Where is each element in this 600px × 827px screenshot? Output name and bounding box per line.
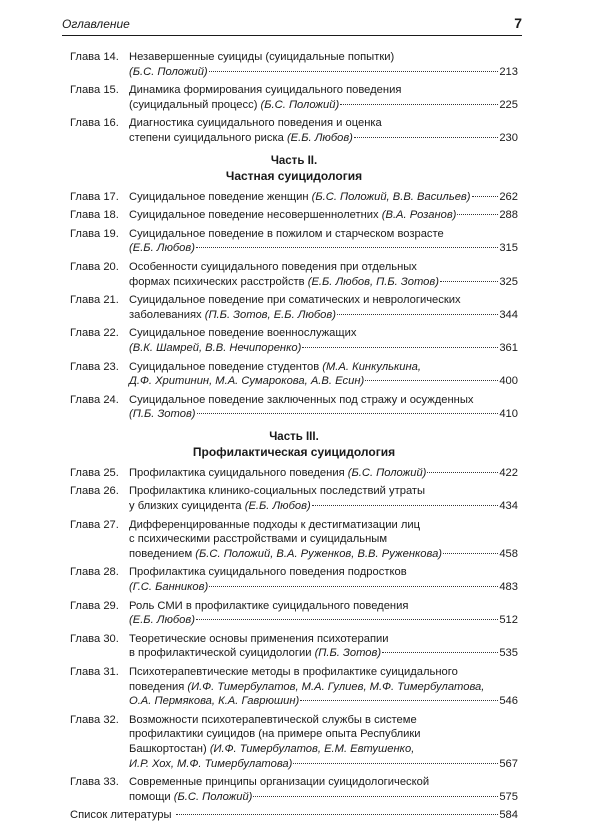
dot-leader: [354, 137, 498, 138]
dot-leader: [427, 472, 498, 473]
entry-line: [129, 393, 518, 408]
entry-page: 483: [499, 581, 518, 594]
entry-page: 546: [499, 695, 518, 708]
entry-line: [129, 260, 518, 275]
entry-line: [129, 326, 518, 341]
entry-page: 567: [499, 757, 518, 770]
entry-text: Особенности суицидального поведения при отдельных: [129, 260, 417, 273]
author-names: (М.А. Кинкулькина,: [322, 360, 422, 373]
entry-line: [129, 599, 518, 614]
entry-text: помощи (Б.С. Положий): [129, 790, 253, 803]
entry-text: Диагностика суицидального поведения и оценка: [129, 117, 382, 130]
toc-entry: [70, 393, 518, 422]
entry-text: заболеваниях (П.Б. Зотов, Е.Б. Любов): [129, 308, 336, 321]
entry-line: [129, 680, 518, 695]
entry-page: 213: [499, 65, 518, 78]
entry-page: 410: [499, 408, 518, 421]
entry-text: [129, 241, 195, 256]
entry-page: 422: [499, 466, 518, 479]
entry-line: [129, 713, 518, 728]
entry-body: [129, 466, 518, 481]
entry-page: 262: [499, 190, 518, 203]
author-names: (И.Ф. Тимербулатов, Е.М. Евтушенко,: [209, 742, 415, 755]
chapter-label: Глава 22.: [70, 327, 119, 340]
entry-line: [129, 227, 518, 242]
entry-body: [129, 83, 518, 112]
entry-line: [129, 83, 518, 98]
entry-body: [129, 599, 518, 628]
entry-text: Суицидальное поведение военнослужащих: [129, 327, 357, 340]
entry-line: [129, 646, 518, 661]
running-header: [62, 17, 522, 41]
dot-leader: [176, 814, 499, 815]
entry-line: [129, 308, 518, 323]
entry-line: [129, 116, 518, 131]
entry-text: Суицидальное поведение женщин (Б.С. Положий, В.В. Васильев): [129, 190, 471, 203]
entry-body: [129, 565, 518, 594]
entry-line: [129, 208, 518, 223]
chapter-label: Глава 29.: [70, 599, 119, 612]
chapter-label: Глава 30.: [70, 632, 119, 645]
entry-line: [129, 484, 518, 499]
toc-entry: [70, 599, 518, 628]
toc-entry: [70, 83, 518, 112]
dot-leader: [457, 214, 498, 215]
toc-entry: [70, 227, 518, 256]
toc-entry: [70, 293, 518, 322]
part-number: Часть II.: [270, 154, 318, 167]
entry-line: [129, 532, 518, 547]
part-title: Профилактическая суицидология: [192, 444, 396, 459]
entry-line: [129, 613, 518, 628]
toc-entry: [70, 565, 518, 594]
dot-leader: [196, 619, 498, 620]
dot-leader: [196, 247, 498, 248]
entry-body: [129, 775, 518, 804]
entry-line: [129, 665, 518, 680]
toc-entry: [70, 632, 518, 661]
entry-body: [129, 227, 518, 256]
entry-page: 315: [499, 242, 518, 255]
dot-leader: [197, 413, 499, 414]
entry-text: Современные принципы организации суицидологической: [129, 776, 430, 789]
author-names: (Е.Б. Любов): [129, 614, 195, 627]
toc-entry: [70, 260, 518, 289]
dot-leader: [440, 281, 498, 282]
toc-entry: [70, 466, 518, 481]
author-names: Д.Ф. Хритинин, М.А. Сумарокова, А.В. Есин): [129, 375, 365, 388]
author-names: (Е.Б. Любов): [244, 500, 311, 513]
entry-line: [129, 50, 518, 65]
entry-page: 361: [499, 341, 518, 354]
toc-entry: [70, 326, 518, 355]
author-names: (П.Б. Зотов): [129, 408, 196, 421]
chapter-label: Глава 18.: [70, 209, 119, 222]
author-names: (Б.С. Положий): [347, 466, 427, 479]
dot-leader: [300, 700, 498, 701]
toc-entry: [70, 518, 518, 562]
chapter-label: Глава 27.: [70, 518, 119, 531]
entry-text: [129, 757, 292, 772]
entry-text: Теоретические основы применения психотерапии: [129, 632, 389, 645]
entry-line: [129, 565, 518, 580]
author-names: (Б.С. Положий): [173, 790, 253, 803]
entry-text: Дифференцированные подходы к дестигматизации лиц: [129, 518, 421, 531]
entry-text: Суицидальное поведение заключенных под стражу и осужденных: [129, 393, 474, 406]
author-names: (Г.С. Банников): [129, 581, 209, 594]
toc-entry: [70, 713, 518, 771]
entry-page: 230: [499, 131, 518, 144]
entry-line: [129, 293, 518, 308]
entry-line: [175, 808, 518, 823]
entry-page: 225: [499, 98, 518, 111]
author-names: (Б.С. Положий): [260, 98, 340, 111]
toc-entry: [70, 775, 518, 804]
dot-leader: [209, 586, 498, 587]
chapter-label: Глава 32.: [70, 713, 119, 726]
entry-label: Список литературы: [70, 809, 172, 822]
entry-text: Профилактика суицидального поведения (Б.С. Положий): [129, 466, 427, 479]
dot-leader: [293, 763, 498, 764]
author-names: (Е.Б. Любов): [129, 242, 195, 255]
entry-page: 344: [499, 308, 518, 321]
entry-text: [129, 407, 196, 422]
entry-body: [175, 808, 518, 823]
entry-line: [129, 131, 518, 146]
entry-text: Суицидальное поведение студентов (М.А. Кинкулькина,: [129, 360, 422, 373]
entry-text: Суицидальное поведение при соматических и неврологических: [129, 294, 461, 307]
author-names: (Б.С. Положий): [129, 65, 208, 78]
entry-line: [129, 190, 518, 205]
toc-entry: [70, 190, 518, 205]
entry-text: [129, 65, 208, 80]
dot-leader: [312, 505, 499, 506]
entry-text: Суицидальное поведение несовершеннолетних (В.А. Розанов): [129, 209, 457, 222]
entry-text: (суицидальный процесс) (Б.С. Положий): [129, 98, 340, 111]
entry-line: [129, 374, 518, 389]
dot-leader: [365, 380, 498, 381]
dot-leader: [337, 314, 498, 315]
chapter-label: Глава 33.: [70, 776, 119, 789]
entry-line: [129, 694, 518, 709]
entry-page: 535: [499, 647, 518, 660]
chapter-label: Глава 16.: [70, 117, 119, 130]
author-names: О.А. Пермякова, К.А. Гаврюшин): [129, 695, 300, 708]
author-names: (Е.Б. Любов): [286, 131, 353, 144]
table-of-contents: [70, 50, 518, 827]
entry-body: [129, 50, 518, 79]
entry-line: [129, 466, 518, 481]
entry-text: с психическими расстройствами и суицидальным: [129, 533, 388, 546]
entry-text: [129, 374, 364, 389]
entry-page: 512: [499, 614, 518, 627]
entry-line: [129, 727, 518, 742]
entry-text: Психотерапевтические методы в профилактике суицидального: [129, 666, 458, 678]
entry-line: [129, 632, 518, 647]
entry-body: [129, 326, 518, 355]
entry-text: поведения (И.Ф. Тимербулатов, М.А. Гулиев, М.Ф. Тимербулатова,: [129, 680, 485, 693]
entry-text: Незавершенные суициды (суицидальные попытки): [129, 51, 395, 63]
author-names: (П.Б. Зотов): [314, 647, 382, 660]
entry-text: Башкортостан) (И.Ф. Тимербулатов, Е.М. Евтушенко,: [129, 742, 415, 755]
entry-body: [129, 360, 518, 389]
author-names: (П.Б. Зотов, Е.Б. Любов): [204, 308, 336, 321]
toc-entry: [70, 665, 518, 709]
entry-text: в профилактической суицидологии (П.Б. Зотов): [129, 647, 382, 660]
chapter-label: Глава 28.: [70, 566, 119, 579]
toc-entry-bibliography: [70, 808, 518, 823]
entry-line: [129, 65, 518, 80]
entry-line: [129, 241, 518, 256]
toc-entry: [70, 208, 518, 223]
author-names: (И.Ф. Тимербулатов, М.А. Гулиев, М.Ф. Тимербулатова,: [187, 680, 485, 693]
entry-text: Роль СМИ в профилактике суицидального поведения: [129, 599, 409, 612]
entry-text: Профилактика суицидального поведения подростков: [129, 566, 407, 579]
entry-page: 458: [499, 547, 518, 560]
dot-leader: [209, 71, 499, 72]
entry-line: [129, 341, 518, 356]
entry-text: [129, 694, 299, 709]
dot-leader: [382, 652, 498, 653]
entry-text: поведением (Б.С. Положий, В.А. Руженков, В.В. Руженкова): [129, 547, 443, 560]
author-names: (В.А. Розанов): [381, 209, 457, 222]
entry-page: 325: [499, 275, 518, 288]
toc-entry: [70, 50, 518, 79]
dot-leader: [340, 104, 498, 105]
entry-line: [129, 757, 518, 772]
dot-leader: [443, 553, 498, 554]
entry-body: [129, 190, 518, 205]
chapter-label: Глава 23.: [70, 360, 119, 373]
entry-text: у близких суицидента (Е.Б. Любов): [129, 500, 311, 513]
dot-leader: [472, 196, 499, 197]
chapter-label: Глава 26.: [70, 485, 119, 498]
entry-text: [129, 341, 301, 356]
entry-text: Профилактика клинико-социальных последствий утраты: [129, 485, 426, 498]
chapter-label: Глава 31.: [70, 666, 119, 678]
entry-line: [129, 499, 518, 514]
part-heading: [70, 430, 518, 460]
entry-text: профилактики суицидов (на примере опыта Республики: [129, 728, 421, 741]
chapter-label: Глава 14.: [70, 51, 119, 63]
entry-line: [129, 360, 518, 375]
entry-line: [129, 98, 518, 113]
chapter-label: Глава 15.: [70, 84, 119, 97]
chapter-label: Глава 19.: [70, 227, 119, 240]
entry-body: [129, 260, 518, 289]
author-names: И.Р. Хох, М.Ф. Тимербулатова): [129, 757, 293, 770]
entry-body: [129, 484, 518, 513]
chapter-label: Глава 21.: [70, 294, 119, 307]
entry-body: [129, 632, 518, 661]
entry-page: 575: [499, 790, 518, 803]
entry-text: формах психических расстройств (Е.Б. Любов, П.Б. Зотов): [129, 275, 439, 288]
entry-text: [129, 580, 208, 595]
entry-line: [129, 580, 518, 595]
entry-body: [129, 293, 518, 322]
entry-page: 400: [499, 375, 518, 388]
toc-entry: [70, 484, 518, 513]
author-names: (Б.С. Положий, В.В. Васильев): [311, 190, 471, 203]
part-number: Часть III.: [269, 430, 319, 443]
toc-entry: [70, 116, 518, 145]
entry-text: Возможности психотерапевтической службы в системе: [129, 713, 417, 726]
author-names: (В.К. Шамрей, В.В. Нечипоренко): [129, 341, 302, 354]
dot-leader: [253, 796, 498, 797]
entry-line: [129, 275, 518, 290]
chapter-label: Глава 17.: [70, 190, 119, 203]
page-number: 7: [514, 15, 522, 31]
entry-line: [129, 518, 518, 533]
entry-text: [129, 613, 195, 628]
entry-body: [129, 713, 518, 771]
entry-page: 434: [499, 500, 518, 513]
entry-text: Динамика формирования суицидального поведения: [129, 84, 402, 97]
entry-body: [129, 665, 518, 709]
part-heading: [70, 154, 518, 184]
author-names: (Б.С. Положий, В.А. Руженков, В.В. Руженкова): [195, 547, 443, 560]
entry-line: [129, 775, 518, 790]
author-names: (Е.Б. Любов, П.Б. Зотов): [307, 275, 439, 288]
entry-text: степени суицидального риска (Е.Б. Любов): [129, 131, 353, 144]
entry-page: 288: [499, 209, 518, 222]
entry-text: Суицидальное поведение в пожилом и старческом возрасте: [129, 227, 444, 240]
entry-line: [129, 547, 518, 562]
entry-body: [129, 393, 518, 422]
chapter-label: Глава 24.: [70, 393, 119, 406]
dot-leader: [302, 347, 498, 348]
entry-page: 584: [499, 809, 518, 822]
part-title: Частная суицидология: [225, 168, 363, 183]
entry-body: [129, 208, 518, 223]
entry-line: [129, 407, 518, 422]
header-rule: [62, 35, 522, 36]
header-title: Оглавление: [62, 17, 130, 31]
entry-body: [129, 116, 518, 145]
entry-line: [129, 790, 518, 805]
toc-entry: [70, 360, 518, 389]
chapter-label: Глава 25.: [70, 466, 119, 479]
entry-line: [129, 742, 518, 757]
entry-body: [129, 518, 518, 562]
chapter-label: Глава 20.: [70, 260, 119, 273]
